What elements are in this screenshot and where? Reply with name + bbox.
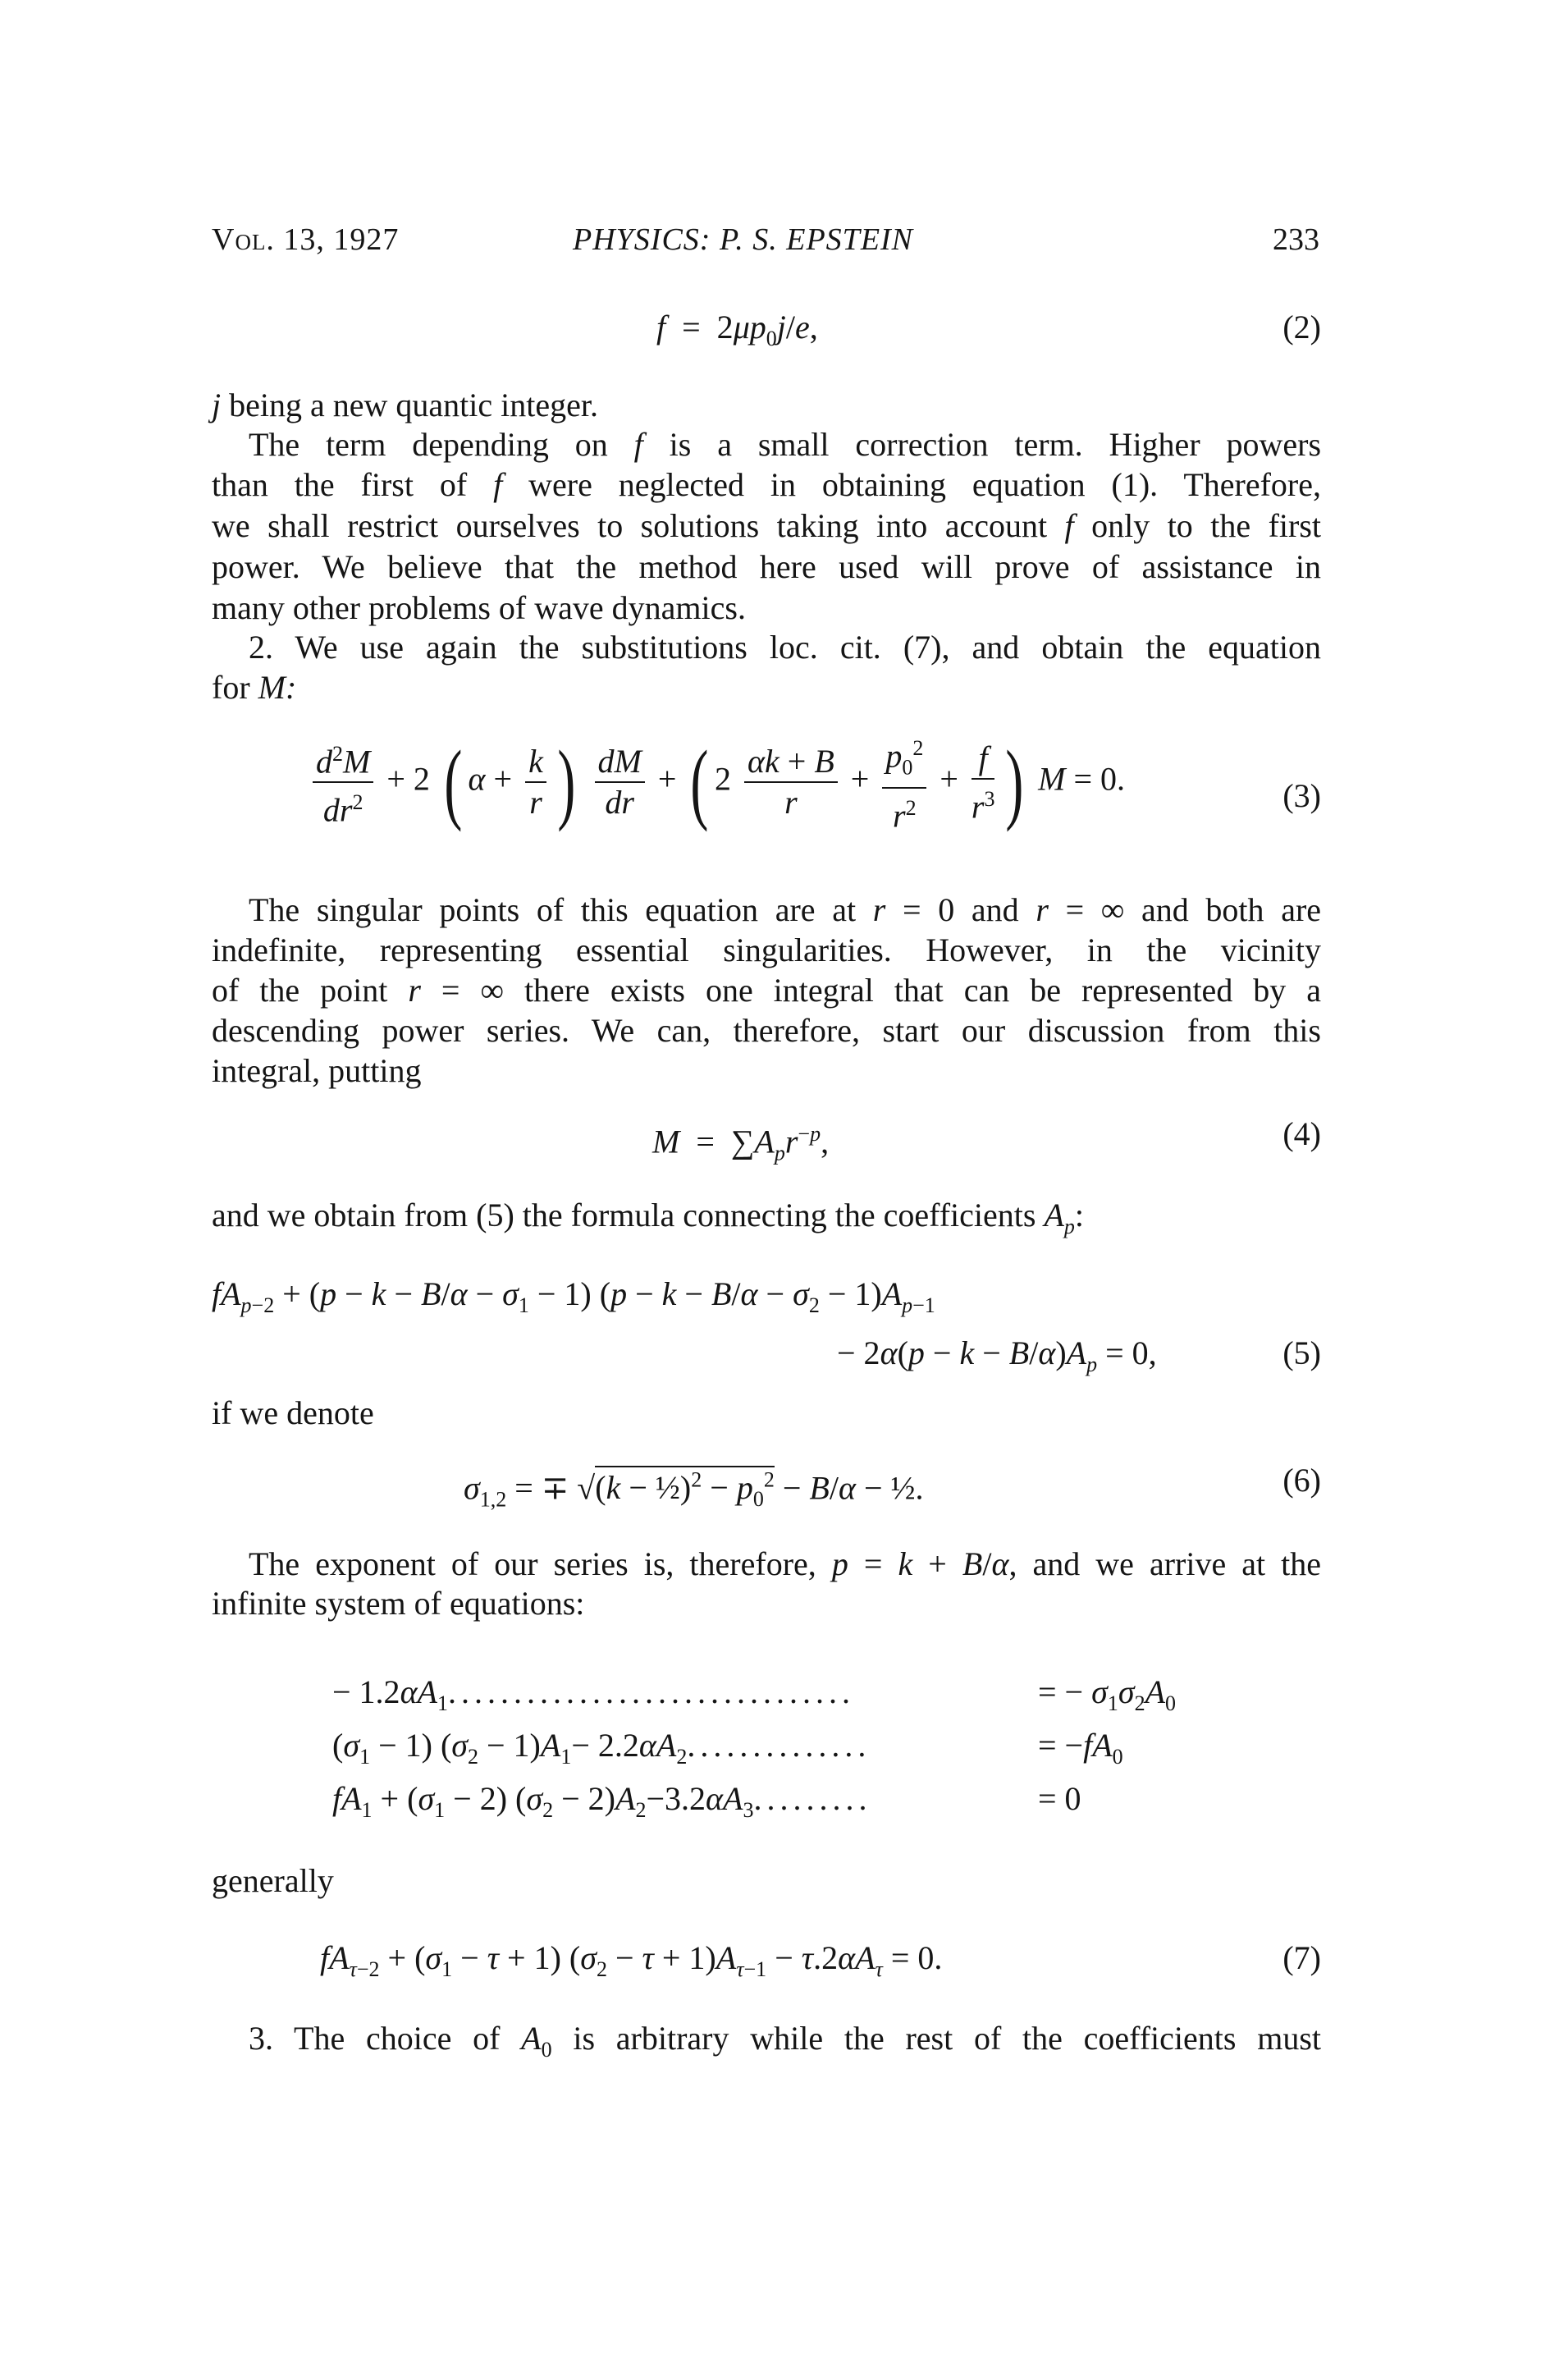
equation-4: $M = \sum A_pr^{-p}$,: [652, 1122, 830, 1165]
text-span: than the first of: [212, 466, 468, 503]
text-span: The exponent of our series is, therefore,: [249, 1545, 816, 1582]
equation-5-number: (5): [1282, 1334, 1321, 1371]
equation-6-number: (6): [1282, 1462, 1321, 1499]
text-line: j being a new quantic integer.: [212, 387, 598, 423]
text-span: descending power series. We can, therefore, start our discussion from this: [212, 1012, 1321, 1049]
text-line: [212, 1011, 1321, 1050]
equation-5-line-1: $fA_{p-2} + (p - k - B/\alpha - \sigma_1 - 1) (p - k - B/\alpha - \sigma_2 - 1)A_{p-1}$: [212, 1275, 935, 1317]
text-line: The exponent of our series is, therefore, p = k + B/α, and we arrive at the: [249, 1545, 1322, 1582]
text-span: and we obtain from (5) the formula connecting the coefficients: [212, 1197, 1036, 1233]
text-line: [212, 1051, 1321, 1091]
system-equation-3: $fA_1 + (\sigma_1 - 2) (\sigma_2 - 2)A_2-3.2\alpha A_3$.........: [332, 1780, 872, 1822]
system-equation-2-rhs: = $-fA_0$: [1038, 1727, 1123, 1769]
text-span: The singular points of this equation are at: [249, 891, 857, 928]
text-line: and we obtain from (5) the formula connecting the coefficients $A_p$:: [212, 1197, 1085, 1238]
text-span: generally: [212, 1862, 334, 1899]
text-line: [212, 588, 1321, 628]
text-span: infinite system of equations:: [212, 1585, 585, 1622]
text-span: 2. We use again the substitutions loc. cit. (7), and obtain the equation: [249, 629, 1321, 666]
system-equation-1: − $1.2\alpha A_1$...............................: [332, 1673, 855, 1715]
equation-7: $fA_{\tau-2} + (\sigma_1 - \tau + 1) (\sigma_2 - \tau + 1)A_{\tau-1} - \tau.2\alpha A_\tau = 0$.: [320, 1939, 943, 1981]
text-line: [212, 547, 1321, 587]
text-line: The singular points of this equation are at r = 0 and r = ∞ and both are: [249, 891, 1322, 928]
text-span: only to the first: [1091, 507, 1322, 544]
text-span: were neglected in obtaining equation (1). Therefore,: [528, 466, 1321, 503]
equation-3-number: (3): [1282, 777, 1321, 814]
text-span: for: [212, 669, 250, 706]
text-line: we shall restrict ourselves to solutions taking into account f only to the first: [212, 507, 1322, 544]
text-line: for M:: [212, 669, 297, 706]
equation-3: $\frac{d^2M}{dr^2}$ + 2 ( α + $\frac{k}{r}$ ) $\frac{dM}{dr}$ + ( 2 $\frac{\alpha k + B}{r}$ + $\frac{p_0^2}{r^2}$ + $\frac{f}{r^3}$ ) M = 0.: [308, 730, 1125, 835]
system-equation-3-rhs: = 0: [1038, 1780, 1081, 1817]
text-line: of the point r = ∞ there exists one integral that can be represented by a: [212, 972, 1322, 1009]
text-span: = 0 and: [903, 891, 1019, 928]
equation-4-number: (4): [1282, 1115, 1321, 1152]
text-line: [212, 1394, 1321, 1433]
text-span: being a new quantic integer.: [229, 387, 598, 423]
text-line: 3. The choice of $A_0$ is arbitrary while the rest of the coefficients must: [249, 2020, 1321, 2062]
text-span: = ∞ there exists one integral that can be represented by a: [441, 972, 1322, 1009]
text-span: The term depending on: [249, 426, 608, 463]
text-line: The term depending on f is a small correction term. Higher powers: [249, 426, 1322, 463]
text-span: many other problems of wave dynamics.: [212, 589, 746, 626]
system-equation-2: $(\sigma_1 - 1) (\sigma_2 - 1)A_1- 2.2\alpha A_2$..............: [332, 1727, 871, 1769]
page-number: 233: [1273, 222, 1319, 257]
text-line: [212, 628, 1321, 667]
text-span: is a small correction term. Higher powers: [669, 426, 1322, 463]
equation-7-number: (7): [1282, 1939, 1321, 1976]
text-span: integral, putting: [212, 1052, 422, 1089]
equation-6: $\sigma_{1,2}$ = ∓ √(k − ½)$^2$ − $p_0^2 - B/\alpha$ − ½.: [464, 1461, 924, 1519]
text-span: if we denote: [212, 1394, 374, 1431]
system-equation-1-rhs: = − $\sigma_1\sigma_2A_0$: [1038, 1673, 1177, 1715]
equation-2: $f = 2\mu p_0j/e$,: [656, 309, 818, 350]
text-span: and we arrive at the: [1032, 1545, 1322, 1582]
text-span: indefinite, representing essential singularities. However, in the vicinity: [212, 931, 1321, 968]
equation-5-line-2: − $2\alpha(p - k - B/\alpha)A_p = 0$,: [837, 1334, 1157, 1376]
text-span: is arbitrary while the rest of the coefficients must: [573, 2020, 1321, 2057]
equation-2-number: (2): [1282, 309, 1321, 346]
running-title: PHYSICS: P. S. EPSTEIN: [573, 222, 914, 257]
text-span: power. We believe that the method here used will prove of assistance in: [212, 548, 1321, 585]
text-span: 3. The choice of: [249, 2020, 501, 2057]
text-line: [212, 1584, 1321, 1623]
text-line: [212, 1861, 1321, 1901]
text-span: = ∞ and both are: [1065, 891, 1322, 928]
text-line: than the first of f were neglected in obtaining equation (1). Therefore,: [212, 466, 1321, 503]
text-line: [212, 931, 1321, 970]
text-span: we shall restrict ourselves to solutions taking into account: [212, 507, 1048, 544]
page-header: [212, 222, 1319, 271]
text-span: of the point: [212, 972, 388, 1009]
volume-label: Vol. 13, 1927: [212, 222, 400, 257]
